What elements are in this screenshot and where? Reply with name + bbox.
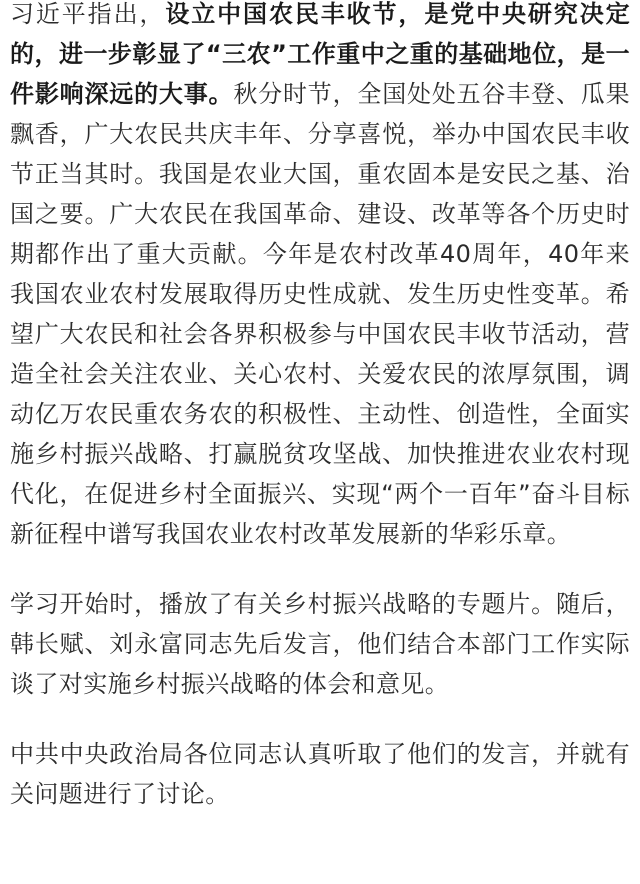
paragraph-speech-intro: 习近平指出， bbox=[10, 0, 166, 28]
paragraph-speech-rest: 秋分时节，全国处处五谷丰登、瓜果飘香，广大农民共庆丰年、分享喜悦，举办中国农民丰收节正当其时。我国是农业大国，重农固本是安民之基、治国之要。广大农民在我国革命、建设、改革等各个历史时期都作出了重大贡献。今年是农村改革40周年，40年来我国农业农村发展取得历史性成就、发生历史性变革。希望广大农民和社会各界积极参与中国农民丰收节活动，营造全社会关注农业、关心农村、关爱农民的浓厚氛围，调动亿万农民重农务农的积极性、主动性、创造性，全面实施乡村振兴战略、打赢脱贫攻坚战、加快推进农业农村现代化，在促进乡村全面振兴、实现“两个一百年”奋斗目标新征程中谱写我国农业农村改革发展新的华彩乐章。 bbox=[10, 80, 630, 548]
paragraph-discussion: 中共中央政治局各位同志认真听取了他们的发言，并就有关问题进行了讨论。 bbox=[10, 740, 630, 808]
paragraph-speech-bold: 设立中国农民丰收节，是党中央研究决定的，进一步彰显了“三农”工作重中之重的基础地位，是一件影响深远的大事。 bbox=[10, 0, 630, 108]
paragraph-study-start: 学习开始时，播放了有关乡村振兴战略的专题片。随后，韩长赋、刘永富同志先后发言，他们结合本部门工作实际谈了对实施乡村振兴战略的体会和意见。 bbox=[10, 590, 630, 698]
paragraph-speech bbox=[10, 0, 630, 554]
